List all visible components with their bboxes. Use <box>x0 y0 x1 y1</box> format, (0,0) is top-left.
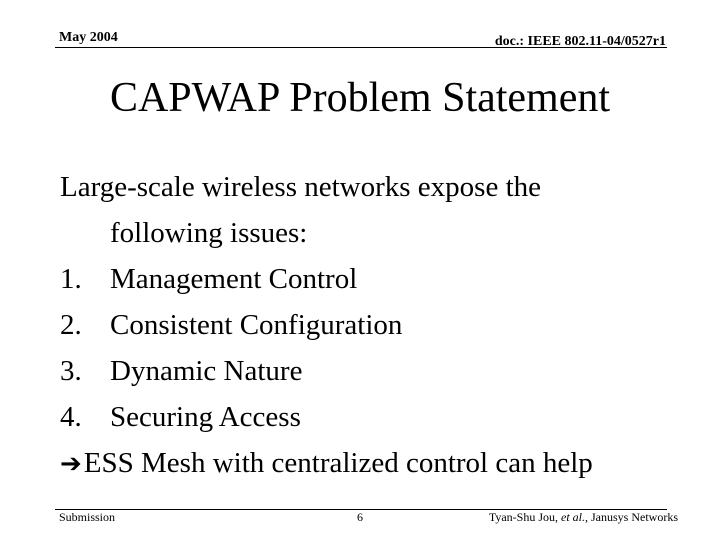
slide-title: CAPWAP Problem Statement <box>109 75 611 121</box>
list-item <box>60 394 700 440</box>
conclusion-line <box>60 440 700 486</box>
list-item-text: Dynamic Nature <box>110 355 303 387</box>
header-doc-id: doc.: IEEE 802.11-04/0527r1 <box>494 34 666 49</box>
list-item-text: Consistent Configuration <box>110 309 403 341</box>
intro-line-2: following issues: <box>110 217 308 249</box>
intro-line-1: Large-scale wireless networks expose the <box>60 171 542 203</box>
footer-submission: Submission <box>59 510 116 524</box>
right-arrow-icon: ➔ <box>60 449 82 479</box>
list-item <box>60 302 700 348</box>
list-item-number: 4. <box>60 401 82 433</box>
header-divider <box>55 47 667 48</box>
list-item-number: 1. <box>60 263 82 295</box>
header-date: May 2004 <box>59 30 118 45</box>
slide-body <box>60 164 700 486</box>
page-number: 6 <box>357 510 363 524</box>
list-item-number: 3. <box>60 355 82 387</box>
list-item-text: Securing Access <box>110 401 301 433</box>
list-item-number: 2. <box>60 309 82 341</box>
footer-author <box>489 510 678 524</box>
list-item-text: Management Control <box>110 263 358 295</box>
list-item <box>60 348 700 394</box>
list-item <box>60 256 700 302</box>
footer-author-etal: et al. <box>561 510 585 524</box>
footer-author-org: , Janusys Networks <box>585 510 678 524</box>
conclusion-text: ESS Mesh with centralized control can help <box>83 447 593 479</box>
footer-author-name: Tyan-Shu Jou, <box>488 510 561 524</box>
